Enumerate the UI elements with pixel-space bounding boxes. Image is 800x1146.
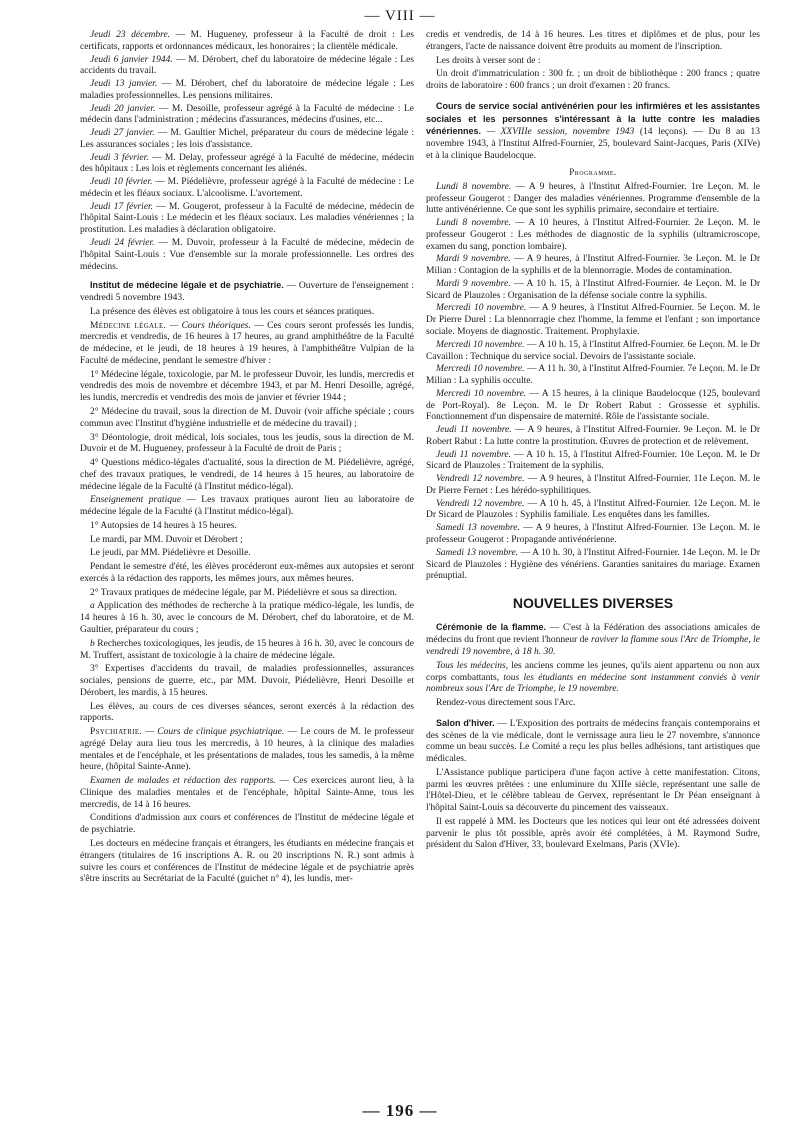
lecon-date: Mercredi 10 novembre. [436,364,525,375]
page-header: — VIII — [364,8,436,24]
docteurs-paragraph: Les docteurs en médecine français et étrangers, les étudiants en médecine français et étrangers (titulaires de 16 inscriptions A. R. ou 20 inscriptions N. R.) sont admis à suivre les cours et conférences de l'Institut de médecine légale et de psychiatrie après s'être inscrits au Secrétariat de la Faculté (guichet n° 4), les lundis, mer- [80,839,414,885]
lecture-date: Jeudi 23 décembre. [90,30,171,40]
salon-title: Salon d'hiver. [436,717,495,728]
examen-label: Examen de malades et rédaction des rapports. [90,776,276,787]
lecon-date: Vendredi 12 novembre. [436,498,525,509]
lecon-date: Vendredi 12 novembre. [436,474,525,485]
list-item [80,104,414,128]
ml-item-3: 3° Déontologie, droit médical, lois sociales, tous les jeudis, sous la direction de M. Duvoir et de M. Hugueney, professeur à la Faculté de droit de Paris ; [80,432,414,455]
list-item [80,30,414,54]
cours-session: — XXVIIIe session, novembre 1943 [481,127,635,138]
lecon-text: — A 10 h. 30, à l'Institut Alfred-Fournier. 14e Leçon. M. le Dr Sicard de Plauzoles : Hygiène des vénériens. Garanties sanitaires du mariage. Examen prénuptial. [426,547,760,582]
list-item [80,238,414,273]
tp-a-label: a [90,601,95,612]
right-column [426,30,760,854]
lecture-date: Jeudi 10 février. [90,177,153,188]
lecon-date: Samedi 13 novembre. [436,547,519,558]
list-item [426,425,760,449]
medecine-legale-text: — Ces cours seront professés les lundis, mercredis et vendredis, de 16 heures à 17 heures, au grand amphithéâtre de la Faculté de médecine, et le jeudi, de 18 heures à 19 heures, à l'amphithéâtre Vulpian de la Faculté de médecine, pendant le semestre d'hiver : [80,320,414,366]
list-item [426,389,760,424]
list-item [426,254,760,278]
lecon-text: — A 9 heures, à l'Institut Alfred-Fournier. 9e Leçon. M. le Dr Robert Rabut : La lutte contre la prostitution. Œuvres de protection et de relèvement. [426,425,760,447]
jeudi-lecture-list [80,30,414,273]
enseignement-pratique-paragraph [80,495,414,519]
lecon-date: Mercredi 10 novembre. [436,388,527,399]
ceremonie-italic-2: tous les étudiants en médecine sont instamment conviés à venir nombreux sous l'Arc de Triomphe, le 19 novembre. [426,672,761,695]
droits-detail-paragraph: Un droit d'immatriculation : 300 fr. ; un droit de bibliothèque : 200 francs ; quatre droits de laboratoire : 600 francs ; un droit d'examen : 20 francs. [426,69,760,92]
list-item [426,364,760,388]
lecon-text: — A 9 heures, à l'Institut Alfred-Fournier. 3e Leçon. M. le Dr Milian : Contagion de la syphilis et de la blennorragie. Modes de contamination. [426,254,760,277]
ceremonie-italic: raviver la flamme sous l'Arc de Triomphe, le vendredi 19 novembre, à 18 h. 30. [426,635,760,657]
lecture-date: Jeudi 13 janvier. [90,79,158,90]
lecture-text: — M. Dérobert, chef du laboratoire de médecine légale : Les accidents du travail. [80,54,414,77]
list-item [426,218,760,253]
lecture-text: — M. Delay, professeur agrégé à la Faculté de médecine, médecin des hôpitaux : Les lois et règlements concernant les aliénés. [80,152,415,175]
list-item [426,340,760,364]
list-item [80,153,414,177]
lecon-date: Jeudi 11 novembre. [436,425,512,436]
medecine-legale-label: Médecine légale. [90,320,167,331]
list-item [80,55,414,79]
lecture-text: — M. Piédelièvre, professeur agrégé à la Faculté de médecine : Le médecin et les fléaux sociaux. L'alcoolisme. L'avortement. [80,177,414,199]
lecture-date: Jeudi 17 février. [90,201,154,212]
list-item [426,523,760,547]
psychiatrie-cours-label: — Cours de clinique psychiatrique. [142,727,285,738]
list-item [80,202,414,237]
lecon-date: Jeudi 11 novembre. [436,449,512,460]
examen-text: — Ces exercices auront lieu, à la Clinique des maladies mentales et de l'encéphale, hôpital Sainte-Anne, tous les mercredis, de 14 à 16 heures. [80,776,414,810]
lecon-text: — A 9 heures, à l'Institut Alfred-Fournier. 1re Leçon. M. le professeur Gougerot : Danger des maladies vénériennes. Programme d'ensemble de la lutte antivénérienne. Ce que sont les syphilis primaire, secondaire et tertiaire. [426,181,760,216]
lecon-date: Mardi 9 novembre. [436,278,511,289]
lecon-date: Mardi 9 novembre. [436,254,511,265]
tp-2: 2° Travaux pratiques de médecine légale, par M. Piédelièvre et sous sa direction. [90,587,397,598]
cours-service-social-paragraph [426,101,760,163]
lecon-text: — A 10 h. 15, à l'Institut Alfred-Fournier. 6e Leçon. M. le Dr Cavaillon : Technique du service social. Devoirs de l'assistante sociale. [426,339,760,362]
list-item [426,182,760,217]
ceremonie-title: Cérémonie de la flamme. [436,622,547,633]
lecture-text: — M. Duvoir, professeur à la Faculté de médecine, médecin de l'hôpital Saint-Louis : Vue d'ensemble sur la morale professionnelle. Les ordres des médecins. [80,238,414,272]
list-item [426,450,760,474]
eleves-paragraph: Les élèves, au cours de ces diverses séances, seront exercés à la rédaction des rapports. [80,701,414,724]
lecture-date: Jeudi 24 février. [90,238,155,249]
medecine-legale-paragraph [80,321,414,368]
lecture-text: — M. Desoille, professeur agrégé à la Faculté de médecine : Le médecin dans l'administration ; médecins d'assurances, médecins d'usines, etc... [80,103,414,126]
list-item [426,474,760,498]
list-item [426,303,760,338]
lecon-text: — A 11 h. 30, à l'Institut Alfred-Fournier. 7e Leçon. M. le Dr Milian : La syphilis occulte. [426,364,760,387]
lecture-text: — M. Dérobert, chef du laboratoire de médecine légale : Les maladies professionnelles. Les pensions militaires. [80,79,414,101]
lecture-text: — M. Gaultier Michel, préparateur du cours de médecine légale : Les assurances sociales ; les lois d'assistance. [80,128,414,150]
cours-service-social-text: (14 leçons). — Du 8 au 13 novembre 1943, à l'Institut Alfred-Fournier, 25, boulevard Saint-Jacques, Paris (XIVe) et à la clinique Baudelocque. [426,127,760,161]
list-item [426,279,760,303]
lecture-date: Jeudi 6 janvier 1944. [90,54,173,65]
examen-paragraph [80,776,414,811]
lecon-text: — A 10 h. 15, à l'Institut Alfred-Fournier. 10e Leçon. M. le Dr Sicard de Plauzoles : Traitement de la syphilis. [426,449,760,472]
autopsies-2: Le mardi, par MM. Duvoir et Dérobert ; [90,534,243,545]
enseignement-pratique-text: — Les travaux pratiques auront lieu au laboratoire de médecine légale de la Faculté (à l'Institut médico-légal). [80,495,414,518]
lecon-date: Samedi 13 novembre. [436,523,520,534]
lecon-list [426,182,760,583]
page-number: — 196 — [362,1101,438,1120]
lecon-date: Lundi 8 novembre. [436,218,511,229]
lecon-text: — A 10 h. 15, à l'Institut Alfred-Fournier. 4e Leçon. M. le Dr Sicard de Plauzoles : Organisation de la défense sociale contre la syphilis. [426,278,760,301]
lecture-text: — M. Gougerot, professeur à la Faculté de médecine, médecin de l'hôpital Saint-Louis : Le médecin et les fléaux sociaux. Les maladies vénériennes ; la prostitution. Les maladies à déclaration obligatoire. [80,201,415,236]
lecture-date: Jeudi 3 février. [90,152,149,163]
lecon-text: — A 10 heures, à l'Institut Alfred-Fournier. 2e Leçon. M. le professeur Gougerot : Les méthodes de diagnostic de la syphilis (ultramicroscope, examen du sang, ponction lombaire). [426,218,760,252]
cours-service-social-title: Cours de service social antivénérien pour les infirmières et les assistantes sociales et les personnes s'intéressant à la lutte contre les maladies vénériennes. [426,100,760,137]
ml-item-1: 1° Médecine légale, toxicologie, par M. le professeur Duvoir, les lundis, mercredis et vendredis des mois de novembre et décembre 1943, et par M. Henri Desoille, agrégé, les lundis, mercredis et vendredis des mois de janvier et février 1944 ; [80,369,414,404]
presence-paragraph: La présence des élèves est obligatoire à tous les cours et séances pratiques. [90,306,375,317]
psychiatrie-text: — Le cours de M. le professeur agrégé Delay aura lieu tous les mercredis, à 10 heures, à la clinique des maladies mentales et de l'encéphale, et les présentations de malades, tous les samedis, à la même heure, (hôpital Sainte-Anne). [80,727,414,773]
autopsies-1: 1° Autopsies de 14 heures à 15 heures. [90,520,237,531]
ceremonie-paragraph-3: Rendez-vous directement sous l'Arc. [436,698,576,709]
tp-b [80,639,414,663]
list-item [80,177,414,201]
continuation-paragraph: credis et vendredis, de 14 à 16 heures. Les titres et diplômes et de plus, pour les étrangers, l'acte de naissance doivent être produits au moment de l'inscription. [426,30,760,52]
lecon-text: — A 9 heures, à l'Institut Alfred-Fournier. 5e Leçon. M. le Dr Pierre Durel : La blennorragie chez l'homme, la femme et l'enfant ; son importance sociale. Moyens de diagnostic. Traitement. Prophylaxie. [426,303,760,337]
salon-paragraph [426,718,760,766]
salon-text: — L'Exposition des portraits de médecins français contemporains et des scènes de la vie médicale, dont le vernissage aura lieu le 27 novembre, s'annonce comme un beau succès. Le Comité a reçu les plus belles adhésions, tant artistiques que médicales. [426,718,760,765]
nouvelles-diverses-heading: NOUVELLES DIVERSES [512,595,674,612]
lecon-text: — A 15 heures, à la clinique Baudelocque (125, boulevard de Port-Royal). 8e Leçon. M. le Dr Robert Rabut : Grossesse et syphilis. Fonctionnement d'un dispensaire de maternité. Rôle de l'assistante sociale. [426,388,760,423]
left-column [80,30,414,888]
list-item [426,548,760,583]
tp-b-text: Recherches toxicologiques, les jeudis, de 15 heures à 16 h. 30, avec le concours de M. Truffert, assistant de toxicologie à la chaire de médecine légale. [80,638,414,661]
cours-theoriques-label: — Cours théoriques. [166,320,251,331]
psychiatrie-paragraph [80,727,414,774]
ceremonie-paragraph-2 [426,661,760,696]
lecon-date: Mercredi 10 novembre. [436,339,525,350]
list-item [426,499,760,523]
lecture-date: Jeudi 27 janvier. [90,128,155,139]
tp-3: 3° Expertises d'accidents du travail, de maladies professionnelles, assurances sociales, pensions de guerre, etc., par MM. Duvoir, Piédelièvre, Henri Desoille et Dérobert, les mardis, à 15 heures. [80,664,414,698]
list-item [80,128,414,152]
salon-paragraph-3: Il est rappelé à MM. les Docteurs que les notices qui leur ont été adressées doivent parvenir le plus tôt possible, après avoir été complétées, à M. Raymond Sudre, président du Salon d'Hiver, 33, boulevard Exelmans, Paris (XVIe). [426,816,760,851]
enseignement-pratique-label: Enseignement pratique [90,495,181,506]
droits-paragraph: Les droits à verser sont de : [436,55,541,66]
list-item [80,79,414,103]
lecon-text: — A 9 heures, à l'Institut Alfred-Fournier. 13e Leçon. M. le professeur Gougerot : Propagande antivénérienne. [426,523,760,546]
lecon-text: — A 9 heures, à l'Institut Alfred-Fournier. 11e Leçon. M. le Dr Pierre Fernet : Les hérédo-syphilitiques. [426,474,760,496]
salon-paragraph-2: L'Assistance publique participera d'une façon active à cette manifestation. Citons, parmi les œuvres prêtées : une enluminure du XIIIe siècle, représentant une salle de l'Hôtel-Dieu, et le célèbre tableau de Gervex, représentant le Dr Péan enseignant à l'hôpital Saint-Louis sa découverte du pincement des vaisseaux. [426,767,760,814]
ceremonie-text-2: les anciens comme les jeunes, qu'ils aient appartenu ou non aux corps combattants, [426,660,760,683]
institut-title: Institut de médecine légale et de psychiatrie. [90,280,284,291]
tp-a-text: Application des méthodes de recherche à la pratique médico-légale, les lundis, de 14 heures à 16 h. 30, avec le concours de M. Dérobert, chef du laboratoire, et de M. Gaultier, préparateur du cours ; [80,601,414,635]
ceremonie-paragraph [426,622,760,658]
conditions-paragraph: Conditions d'admission aux cours et conférences de l'Institut de médecine légale et de psychiatrie. [80,813,414,836]
ceremonie-text: — C'est à la Fédération des associations amicales de médecins du front que revient l'honneur de [426,623,760,646]
lecon-date: Mercredi 10 novembre. [436,303,527,314]
ml-item-2: 2° Médecine du travail, sous la direction de M. Duvoir (voir affiche spéciale ; cours commun avec l'Institut d'hygiène industrielle et de médecine du travail) ; [80,406,414,429]
autopsies-3: Le jeudi, par MM. Piédelièvre et Desoille. [90,548,251,559]
lecon-date: Lundi 8 novembre. [436,181,512,192]
institut-paragraph [80,280,414,305]
tp-b-label: b [90,638,95,649]
autopsies-4: Pendant le semestre d'été, les élèves procéderont eux-mêmes aux autopsies et seront exercés à la rédaction des rapports, les mêmes jours, aux mêmes heures. [80,562,414,584]
tp-a [80,601,414,636]
lecon-text: — A 10 h. 45, à l'Institut Alfred-Fournier. 12e Leçon. M. le Dr Sicard de Plauzoles : Syphilis familiale. Les enquêtes dans les familles. [426,498,760,521]
lecture-text: — M. Hugueney, professeur à la Faculté de droit : Les certificats, rapports et ordonnances médicaux, les honoraires ; la clientèle médicale. [80,30,414,52]
ceremonie-italic-1: Tous les médecins, [436,660,509,671]
institut-intro: — Ouverture de l'enseignement : vendredi 5 novembre 1943. [80,281,415,304]
lecture-date: Jeudi 20 janvier. [90,103,156,114]
ml-item-4: 4° Questions médico-légales d'actualité, sous la direction de M. Piédelièvre, agrégé, chef des travaux pratiques, le vendredi, de 14 heures à 15 heures, au laboratoire de médecine légale de la Faculté (à l'Institut médico-légal). [80,458,414,492]
psychiatrie-label: Psychiatrie. [90,727,143,738]
programme-heading: Programme. [569,166,617,177]
